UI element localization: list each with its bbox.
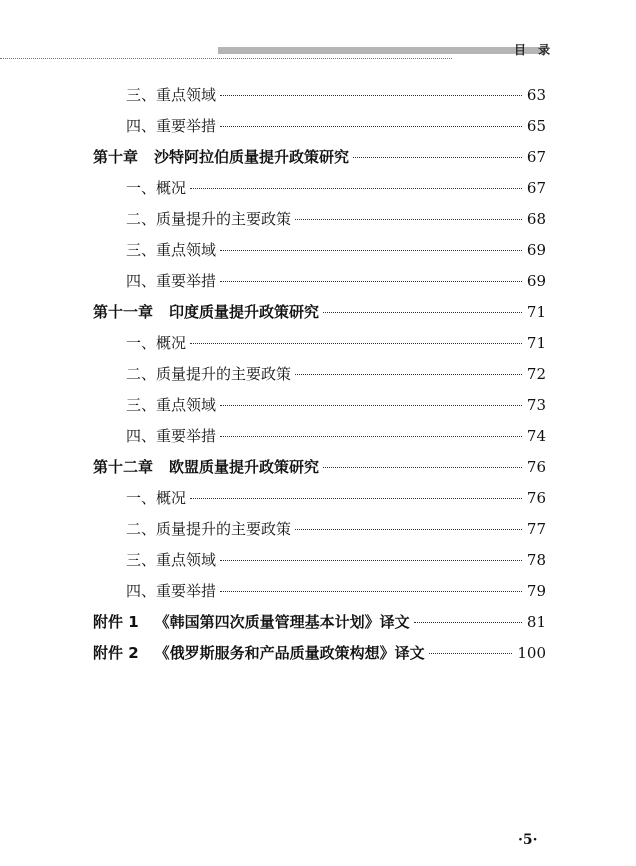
toc-entry-page: 74 [526, 427, 546, 445]
toc-dot-leader [220, 405, 522, 406]
toc-entry-title [126, 175, 186, 201]
toc-entry-section [126, 330, 546, 356]
toc-entry-page: 77 [526, 520, 546, 538]
toc-dot-leader [295, 219, 522, 220]
toc-entry-page: 76 [526, 489, 546, 507]
toc-entry-text: 二、质量提升的主要政策 [126, 210, 292, 228]
toc-entry-section [126, 268, 546, 294]
toc-entry-appendix [93, 609, 546, 635]
toc-dot-leader [220, 591, 522, 592]
toc-dot-leader [220, 436, 522, 437]
toc-entry-page: 67 [526, 179, 546, 197]
toc-entry-text: 二、质量提升的主要政策 [126, 365, 292, 383]
toc-entry-page: 63 [526, 86, 546, 104]
toc-entry-page: 65 [526, 117, 546, 135]
toc-entry-chapter [93, 144, 546, 170]
running-header-title: 目 录 [514, 43, 555, 57]
toc-entry-title [126, 268, 216, 294]
toc-dot-leader [295, 374, 522, 375]
toc-entry-section [126, 82, 546, 108]
toc-entry-title [126, 578, 216, 604]
toc-entry-section [126, 237, 546, 263]
toc-entry-page: 67 [526, 148, 546, 166]
toc-entry-section [126, 392, 546, 418]
toc-entry-section [126, 547, 546, 573]
toc-dot-leader [323, 312, 522, 313]
header-dotted-line [0, 58, 452, 59]
toc-entry-title [126, 516, 291, 542]
toc-entry-title [93, 609, 410, 635]
toc-entry-text: 沙特阿拉伯质量提升政策研究 [154, 148, 350, 166]
toc-entry-title [126, 485, 186, 511]
toc-dot-leader [220, 281, 522, 282]
toc-dot-leader [220, 126, 522, 127]
toc-entry-title [126, 113, 216, 139]
toc-entry-page: 79 [526, 582, 546, 600]
toc-entry-text: 四、重要举措 [126, 582, 217, 600]
toc-entry-title [126, 206, 291, 232]
toc-entry-appendix [93, 640, 546, 666]
toc-dot-leader [190, 498, 522, 499]
toc-entry-text: 《俄罗斯服务和产品质量政策构想》译文 [154, 644, 425, 662]
toc-entry-section [126, 578, 546, 604]
toc-dot-leader [429, 653, 513, 654]
toc-entry-title [93, 640, 425, 666]
toc-entry-title [126, 330, 186, 356]
toc-entry-text: 一、概况 [126, 334, 187, 352]
toc-entry-page: 73 [526, 396, 546, 414]
toc-entry-section [126, 113, 546, 139]
toc-entry-title [126, 392, 216, 418]
toc-entry-label: 第十一章 [93, 303, 154, 321]
toc-entry-text: 三、重点领域 [126, 551, 217, 569]
toc-entry-section [126, 516, 546, 542]
toc-entry-text: 三、重点领域 [126, 86, 217, 104]
toc-entry-text: 《韩国第四次质量管理基本计划》译文 [154, 613, 410, 631]
toc-entry-text: 欧盟质量提升政策研究 [169, 458, 320, 476]
page-number: ·5· [518, 832, 538, 848]
toc-dot-leader [414, 622, 522, 623]
toc-entry-chapter [93, 454, 546, 480]
header-rule [218, 47, 546, 54]
toc-dot-leader [353, 157, 522, 158]
toc-entry-text: 二、质量提升的主要政策 [126, 520, 292, 538]
toc-dot-leader [190, 343, 522, 344]
toc-dot-leader [295, 529, 522, 530]
toc-entry-page: 68 [526, 210, 546, 228]
toc-entry-label: 附件 1 [93, 613, 139, 631]
toc-entry-label: 第十二章 [93, 458, 154, 476]
toc-entry-page: 72 [526, 365, 546, 383]
toc-entry-page: 76 [526, 458, 546, 476]
toc-entry-page: 71 [526, 334, 546, 352]
toc-dot-leader [190, 188, 522, 189]
toc-entry-page: 69 [526, 272, 546, 290]
toc-entry-text: 四、重要举措 [126, 427, 217, 445]
toc-entry-text: 一、概况 [126, 179, 187, 197]
toc-entry-text: 四、重要举措 [126, 117, 217, 135]
toc-entry-text: 三、重点领域 [126, 241, 217, 259]
toc-entry-title [126, 423, 216, 449]
toc-entry-title [126, 82, 216, 108]
toc-entry-title [93, 144, 349, 170]
toc-entry-text: 三、重点领域 [126, 396, 217, 414]
toc-entry-page: 69 [526, 241, 546, 259]
toc-entry-title [126, 237, 216, 263]
toc-dot-leader [220, 250, 522, 251]
toc-entry-title [126, 361, 291, 387]
toc-entry-label: 第十章 [93, 148, 139, 166]
toc-entry-section [126, 175, 546, 201]
toc-dot-leader [220, 95, 522, 96]
toc-entry-text: 印度质量提升政策研究 [169, 303, 320, 321]
toc-entry-label: 附件 2 [93, 644, 139, 662]
toc-entry-title [93, 299, 319, 325]
toc-entry-section [126, 206, 546, 232]
toc-entry-text: 一、概况 [126, 489, 187, 507]
toc-entry-section [126, 423, 546, 449]
toc-entry-page: 71 [526, 303, 546, 321]
toc-entry-page: 78 [526, 551, 546, 569]
toc-dot-leader [220, 560, 522, 561]
toc-entry-page: 100 [517, 644, 546, 662]
toc-entry-title [93, 454, 319, 480]
toc-entry-section [126, 485, 546, 511]
toc-entry-chapter [93, 299, 546, 325]
toc-entry-title [126, 547, 216, 573]
toc-entry-text: 四、重要举措 [126, 272, 217, 290]
toc-entry-page: 81 [526, 613, 546, 631]
toc-dot-leader [323, 467, 522, 468]
toc-entry-section [126, 361, 546, 387]
